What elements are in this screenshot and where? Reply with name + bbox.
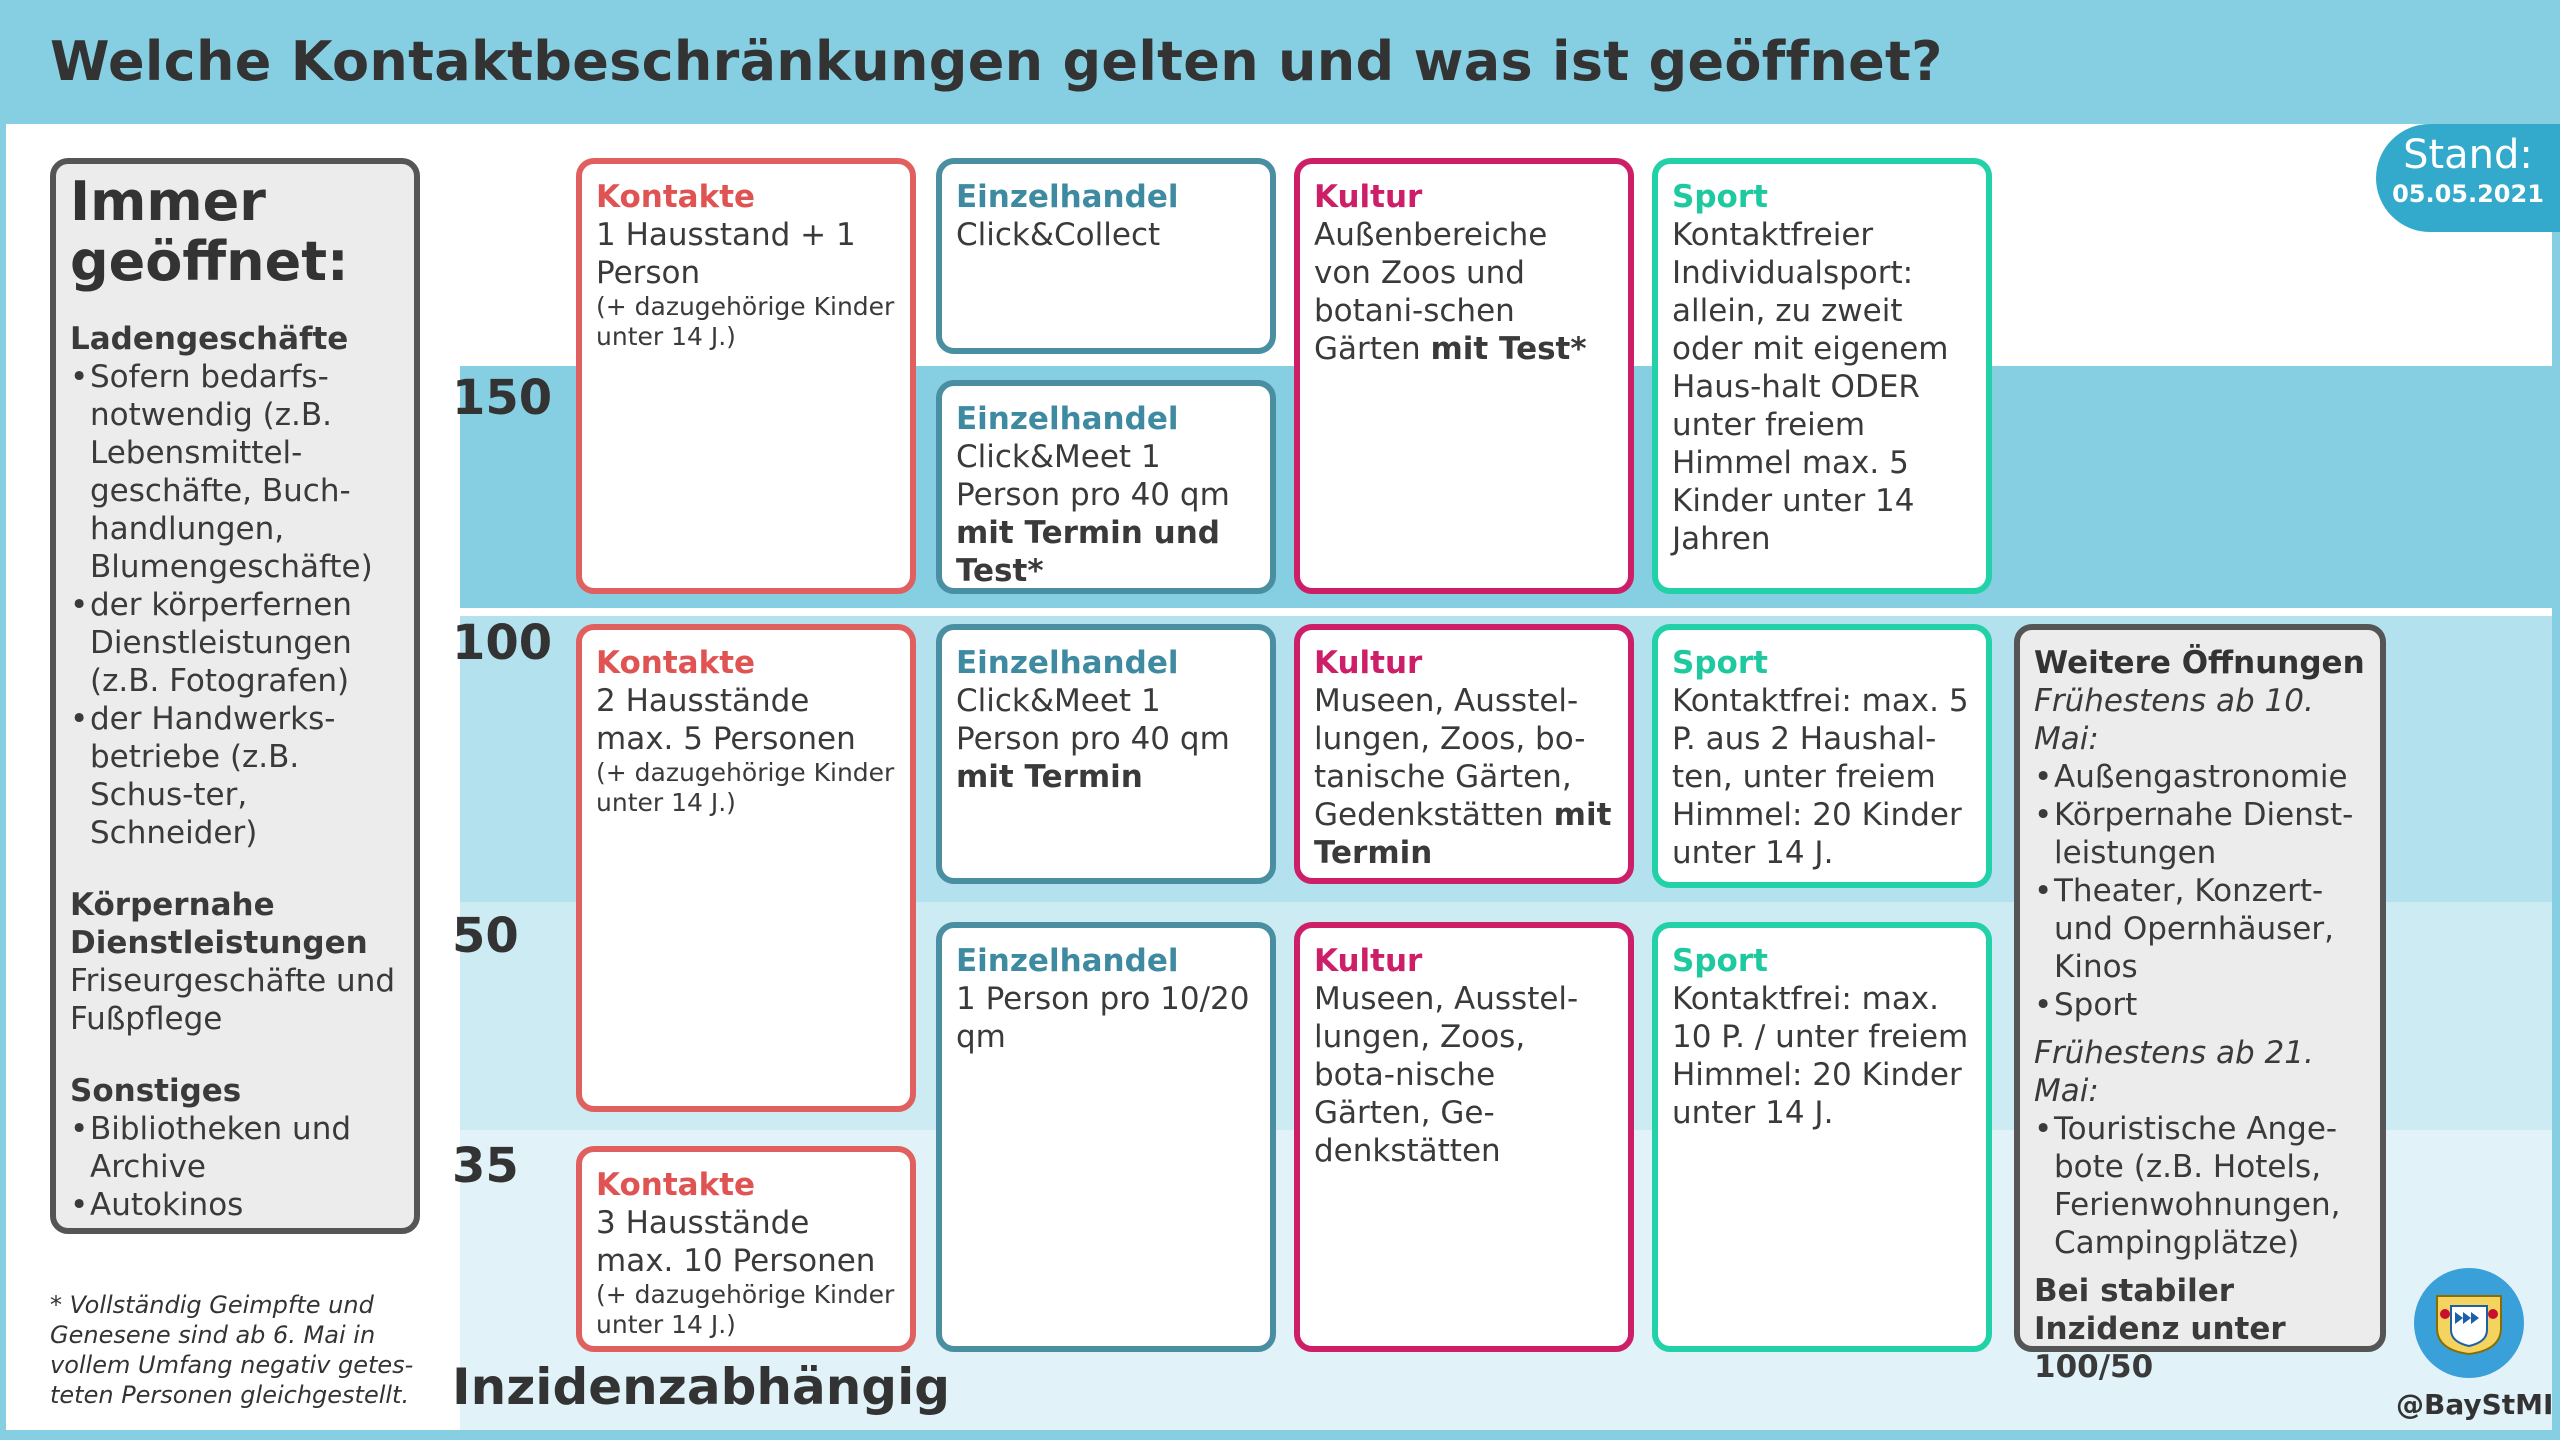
- einzelhandel-card-100: [936, 624, 1276, 884]
- section-text: Friseurgeschäfte und Fußpflege: [70, 963, 396, 1037]
- list-item: • der Handwerks-betriebe (z.B. Schus-ter, Schneider): [70, 700, 400, 852]
- kultur-card-100: [1294, 624, 1634, 884]
- card-heading: Sport: [1672, 179, 1768, 215]
- card-text: Museen, Ausstel-lungen, Zoos, bo-tanische Gärten, Gedenkstätten: [1314, 683, 1586, 833]
- footnote: * Vollständig Geimpfte und Genesene sind ab 6. Mai in vollem Umfang negativ getes-teten Personen gleichgestellt.: [50, 1291, 414, 1409]
- card-bold-text: mit Termin: [956, 759, 1143, 795]
- card-heading: Einzelhandel: [956, 645, 1179, 681]
- sport-card-50: [1652, 922, 1992, 1352]
- einzelhandel-card-top: [936, 158, 1276, 354]
- sport-card-150: [1652, 158, 1992, 594]
- weitere-list-2: [2034, 1110, 2366, 1262]
- bavarian-coat-of-arms-icon: [2414, 1268, 2524, 1378]
- weitere-list-1: [2034, 758, 2366, 1024]
- kultur-card-150: [1294, 158, 1634, 594]
- inzidenz-label: Inzidenzabhängig: [452, 1358, 951, 1416]
- list-item: • Körpernahe Dienst-leistungen: [2034, 796, 2366, 872]
- card-text: Click&Meet 1 Person pro 40 qm: [956, 439, 1230, 513]
- card-heading: Einzelhandel: [956, 943, 1179, 979]
- level-150: 150: [452, 370, 553, 426]
- card-bold-text: mit Test*: [1430, 331, 1587, 367]
- card-heading: Kultur: [1314, 943, 1423, 979]
- level-50: 50: [452, 908, 519, 964]
- ladengeschaefte-list: [70, 358, 400, 852]
- level-35: 35: [452, 1138, 519, 1194]
- weitere-oeffnungen-card: [2014, 624, 2386, 1385]
- list-item: • Touristische Ange-bote (z.B. Hotels, Ferienwohnungen, Campingplätze): [2034, 1110, 2366, 1262]
- card-text: 1 Person pro 10/20 qm: [956, 981, 1250, 1055]
- always-open-box: [50, 158, 420, 1234]
- list-item: • Theater, Konzert- und Opernhäuser, Kinos: [2034, 872, 2366, 986]
- stand-badge: [2376, 124, 2560, 232]
- list-item: • der körperfernen Dienstleistungen (z.B. Fotografen): [70, 586, 400, 700]
- kontakte-card-150: [576, 158, 916, 594]
- card-note: (+ dazugehörige Kinder unter 14 J.): [596, 1280, 895, 1339]
- card-note: (+ dazugehörige Kinder unter 14 J.): [596, 758, 895, 817]
- page-title: Welche Kontaktbeschränkungen gelten und was ist geöffnet?: [50, 30, 1943, 93]
- sport-card-100: [1652, 624, 1992, 888]
- sonstiges-list: [70, 1110, 400, 1224]
- section-heading: Ladengeschäfte: [70, 321, 349, 357]
- stand-date: 05.05.2021: [2392, 180, 2544, 208]
- kontakte-card-100: [576, 624, 916, 1112]
- card-bold-text: mit Termin und Test*: [956, 515, 1220, 589]
- einzelhandel-card-150: [936, 380, 1276, 594]
- list-item: • Sofern bedarfs-notwendig (z.B. Lebensmittel-geschäfte, Buch-handlungen, Blumengeschäfte): [70, 358, 400, 586]
- list-item: • Außengastronomie: [2034, 758, 2366, 796]
- header-bar: [0, 0, 2560, 124]
- card-subheading: Frühestens ab 10. Mai:: [2034, 683, 2314, 757]
- card-heading: Einzelhandel: [956, 179, 1179, 215]
- card-text: Click&Collect: [956, 217, 1161, 253]
- card-text: 2 Hausstände max. 5 Personen: [596, 683, 856, 757]
- card-heading: Weitere Öffnungen: [2034, 645, 2365, 681]
- card-bold-text: mit Termin: [1314, 797, 1612, 871]
- card-text: 3 Hausstände max. 10 Personen: [596, 1205, 876, 1279]
- card-heading: Kultur: [1314, 179, 1423, 215]
- einzelhandel-card-50: [936, 922, 1276, 1352]
- section-heading: Sonstiges: [70, 1073, 242, 1109]
- card-heading: Einzelhandel: [956, 401, 1179, 437]
- kultur-card-50: [1294, 922, 1634, 1352]
- stand-label: Stand:: [2403, 132, 2533, 178]
- card-heading: Kontakte: [596, 645, 756, 681]
- card-heading: Sport: [1672, 645, 1768, 681]
- level-100: 100: [452, 615, 553, 671]
- card-subheading: Frühestens ab 21. Mai:: [2034, 1035, 2314, 1109]
- coat-of-arms-svg: [2429, 1288, 2509, 1358]
- card-text: 1 Hausstand + 1 Person: [596, 217, 856, 291]
- card-note: (+ dazugehörige Kinder unter 14 J.): [596, 292, 895, 351]
- card-heading: Kultur: [1314, 645, 1423, 681]
- band-separator: [460, 608, 2552, 616]
- card-text: Click&Meet 1 Person pro 40 qm: [956, 683, 1230, 757]
- card-heading: Sport: [1672, 943, 1768, 979]
- card-text: Kontaktfrei: max. 5 P. aus 2 Haushal-ten, unter freiem Himmel: 20 Kinder unter 14 J.: [1672, 683, 1969, 871]
- always-open-title: Immer geöffnet:: [70, 170, 349, 293]
- social-handle: @BayStMI: [2396, 1388, 2554, 1421]
- card-heading: Kontakte: [596, 179, 756, 215]
- list-item: • Autokinos: [70, 1186, 400, 1224]
- card-text: Außenbereiche von Zoos und botani-schen Gärten: [1314, 217, 1548, 367]
- section-heading: Körpernahe Dienstleistungen: [70, 887, 368, 961]
- kontakte-card-35: [576, 1146, 916, 1352]
- card-text: Museen, Ausstel-lungen, Zoos, bota-nische Gärten, Ge-denkstätten: [1314, 981, 1579, 1169]
- card-footer-text: Bei stabiler Inzidenz unter 100/50: [2034, 1273, 2286, 1385]
- card-heading: Kontakte: [596, 1167, 756, 1203]
- card-text: Kontaktfrei: max. 10 P. / unter freiem Himmel: 20 Kinder unter 14 J.: [1672, 981, 1969, 1131]
- list-item: • Bibliotheken und Archive: [70, 1110, 400, 1186]
- card-text: Kontaktfreier Individualsport: allein, zu zweit oder mit eigenem Haus-halt ODER unter freiem Himmel max. 5 Kinder unter 14 Jahren: [1672, 217, 1949, 557]
- list-item: • Sport: [2034, 986, 2366, 1024]
